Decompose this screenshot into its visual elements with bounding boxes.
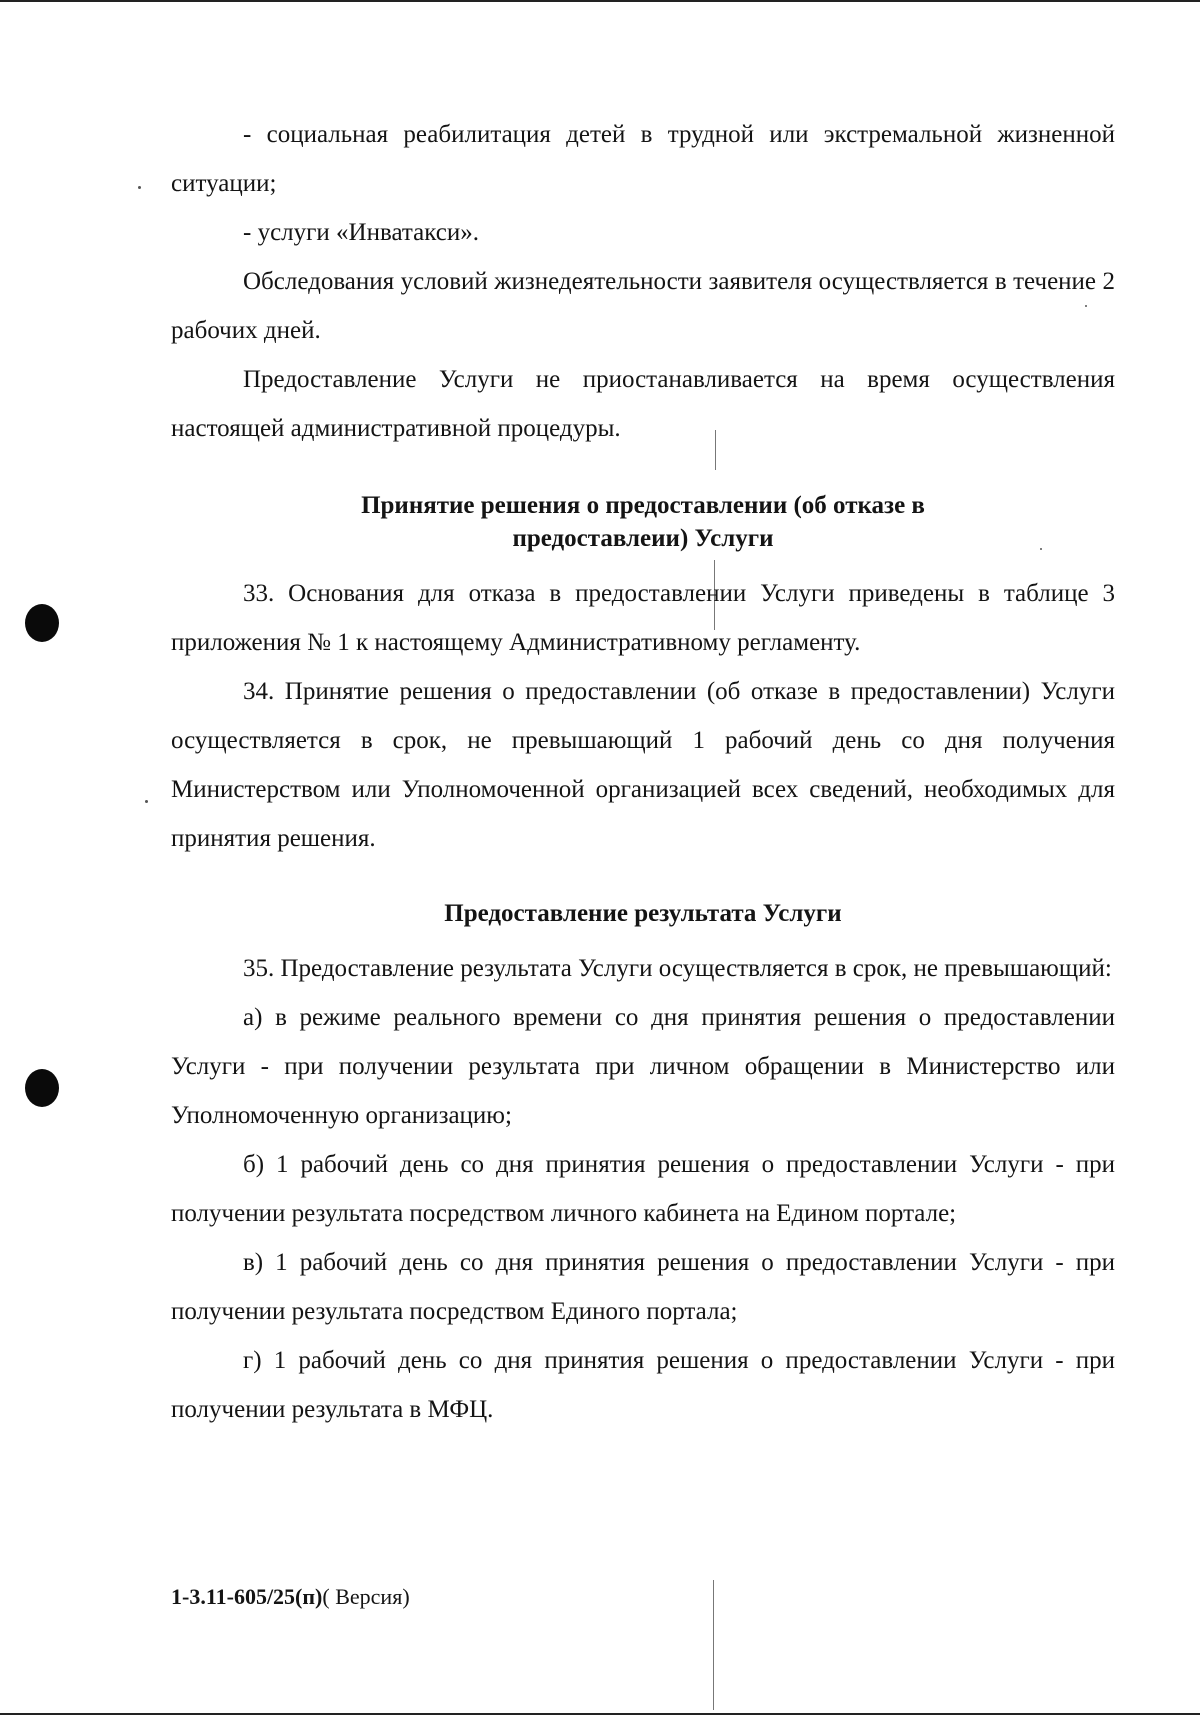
document-code: 1-3.11-605/25(п) [171, 1584, 323, 1609]
document-body [171, 110, 1115, 1434]
paragraph: а) в режиме реального времени со дня принятия решения о предоставлении Услуги - при получении результата при личном обращении в Министерство или Уполномоченную организацию; [171, 1004, 1115, 1129]
scan-speck [138, 186, 141, 189]
top-edge-rule [0, 0, 1200, 2]
section-heading-line: предоставлеии) Услуги [512, 525, 774, 552]
paragraph: 34. Принятие решения о предоставлении (об отказе в предоставлении) Услуги осуществляется в срок, не превышающий 1 рабочий день со дня получения Министерством или Уполномоченной организацией всех сведений, необходимых для принятия решения. [171, 678, 1115, 852]
paragraph: Обследования условий жизнедеятельности заявителя осуществляется в течение 2 рабочих дней. [171, 268, 1115, 344]
section-heading: Предоставление результата Услуги [444, 900, 842, 927]
paragraph: 33. Основания для отказа в предоставлении Услуги приведены в таблице 3 приложения № 1 к настоящему Административному регламенту. [171, 580, 1115, 656]
paragraph: в) 1 рабочий день со дня принятия решения о предоставлении Услуги - при получении результата посредством Единого портала; [171, 1249, 1115, 1325]
scan-speck [145, 800, 148, 803]
paragraph: - социальная реабилитация детей в трудной или экстремальной жизненной ситуации; [171, 121, 1115, 197]
section-heading [171, 489, 1115, 555]
document-footer [171, 1584, 410, 1610]
document-version: ( Версия) [322, 1584, 410, 1609]
bottom-edge-rule [0, 1713, 1200, 1715]
punch-hole-upper [25, 604, 59, 642]
paragraph: 35. Предоставление результата Услуги осуществляется в срок, не превышающий: [243, 955, 1112, 982]
punch-hole-lower [25, 1069, 59, 1107]
paragraph: б) 1 рабочий день со дня принятия решения о предоставлении Услуги - при получении результата посредством личного кабинета на Едином портале; [171, 1151, 1115, 1227]
paragraph: - услуги «Инватакси». [243, 219, 479, 246]
paragraph: г) 1 рабочий день со дня принятия решения о предоставлении Услуги - при получении результата в МФЦ. [171, 1347, 1115, 1423]
section-heading-line: Принятие решения о предоставлении (об отказе в [361, 492, 925, 519]
scan-artifact-line [713, 1580, 714, 1710]
paragraph: Предоставление Услуги не приостанавливается на время осуществления настоящей административной процедуры. [171, 366, 1115, 442]
